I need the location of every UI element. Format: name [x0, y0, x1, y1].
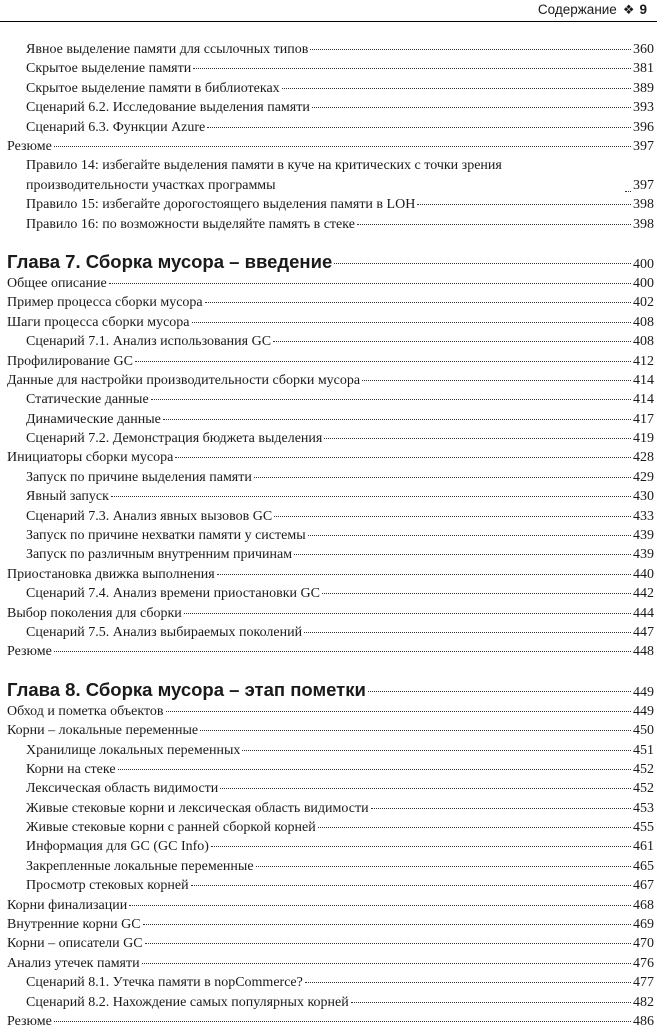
toc-entry[interactable] — [0, 195, 657, 214]
entry-title: Скрытое выделение памяти в библиотеках — [26, 80, 280, 96]
toc-entry[interactable] — [0, 156, 657, 195]
entry-page: 419 — [633, 431, 654, 447]
entry-title: Сценарий 7.5. Анализ выбираемых поколений — [26, 624, 303, 640]
entry-page: 389 — [633, 80, 654, 96]
toc-entry[interactable] — [0, 799, 657, 818]
entry-page: 397 — [633, 138, 654, 154]
leader-dots — [625, 191, 631, 192]
entry-page: 400 — [633, 275, 654, 291]
entry-page: 393 — [633, 100, 654, 116]
toc-entry[interactable] — [0, 352, 657, 371]
toc-entry[interactable] — [0, 584, 657, 603]
toc-section-chapter8 — [0, 702, 657, 1031]
leader-dots — [308, 535, 631, 536]
spacer — [0, 234, 657, 250]
entry-page: 451 — [633, 742, 654, 758]
entry-title: Хранилище локальных переменных — [26, 742, 241, 758]
leader-dots — [211, 846, 631, 847]
entry-title: Явное выделение памяти для ссылочных типов — [26, 42, 309, 57]
section-title: Содержание — [537, 2, 617, 17]
spacer — [0, 662, 657, 678]
toc-entry[interactable] — [0, 40, 657, 59]
chapter-title: Глава 7. Сборка мусора – введение — [7, 250, 333, 272]
running-header — [0, 0, 657, 22]
toc-entry[interactable] — [0, 623, 657, 642]
leader-dots — [193, 68, 631, 69]
entry-page: 469 — [633, 917, 654, 933]
leader-dots — [282, 88, 631, 89]
leader-dots — [305, 982, 631, 983]
leader-dots — [220, 788, 631, 789]
entry-page: 461 — [633, 839, 654, 855]
leader-dots — [166, 711, 632, 712]
entry-page: 453 — [633, 800, 654, 816]
entry-page: 428 — [633, 450, 654, 466]
leader-dots — [175, 457, 631, 458]
toc-entry[interactable] — [0, 1012, 657, 1031]
entry-page: 449 — [633, 703, 654, 719]
entry-title: Резюме — [7, 1014, 52, 1029]
entry-page: 408 — [633, 334, 654, 350]
fleuron-icon: ❖ — [622, 2, 635, 17]
leader-dots — [334, 263, 631, 264]
toc-entry[interactable] — [0, 526, 657, 545]
toc-chapter-8[interactable] — [0, 678, 657, 702]
entry-page: 444 — [633, 605, 654, 621]
leader-dots — [205, 302, 631, 303]
leader-dots — [217, 574, 631, 575]
entry-title: Сценарий 7.2. Демонстрация бюджета выделения — [26, 431, 323, 447]
entry-page: 398 — [633, 197, 654, 213]
toc-entry[interactable] — [0, 98, 657, 117]
toc-entry[interactable] — [0, 118, 657, 137]
toc-entry[interactable] — [0, 857, 657, 876]
toc-entry[interactable] — [0, 79, 657, 98]
entry-page: 381 — [633, 61, 654, 77]
leader-dots — [143, 924, 631, 925]
table-of-contents — [0, 40, 657, 1031]
leader-dots — [417, 204, 631, 205]
entry-page: 486 — [633, 1014, 654, 1029]
entry-title: Запуск по причине нехватки памяти у системы — [26, 528, 306, 544]
toc-section-chapter7 — [0, 274, 657, 662]
entry-page: 476 — [633, 955, 654, 971]
entry-page: 465 — [633, 858, 654, 874]
entry-page: 414 — [633, 372, 654, 388]
toc-entry[interactable] — [0, 954, 657, 973]
entry-title: Сценарий 8.2. Нахождение самых популярных корней — [26, 994, 349, 1010]
toc-entry[interactable] — [0, 215, 657, 234]
leader-dots — [322, 593, 631, 594]
entry-title: Сценарий 7.3. Анализ явных вызовов GC — [26, 508, 273, 524]
toc-entry[interactable] — [0, 760, 657, 779]
toc-entry[interactable] — [0, 332, 657, 351]
entry-title: Закрепленные локальные переменные — [26, 858, 254, 874]
leader-dots — [118, 769, 631, 770]
leader-dots — [135, 361, 631, 362]
entry-page: 439 — [633, 547, 654, 563]
leader-dots — [242, 750, 631, 751]
toc-entry[interactable] — [0, 565, 657, 584]
toc-entry[interactable] — [0, 487, 657, 506]
entry-title: Сценарий 7.1. Анализ использования GC — [26, 334, 272, 350]
entry-page: 440 — [633, 566, 654, 582]
entry-title: Корни на стеке — [26, 761, 116, 777]
toc-entry[interactable] — [0, 604, 657, 623]
entry-page: 402 — [633, 295, 654, 311]
chapter-title: Глава 8. Сборка мусора – этап пометки — [7, 678, 366, 700]
entry-title: Динамические данные — [26, 411, 161, 427]
entry-page: 396 — [633, 119, 654, 135]
entry-page: 448 — [633, 644, 654, 660]
leader-dots — [207, 127, 631, 128]
entry-title: Сценарий 6.3. Функции Azure — [26, 119, 206, 135]
entry-page: 417 — [633, 411, 654, 427]
leader-dots — [145, 943, 631, 944]
toc-entry[interactable] — [0, 410, 657, 429]
header-rule — [0, 21, 657, 22]
entry-title: Корни – локальные переменные — [7, 723, 199, 739]
entry-page: 470 — [633, 936, 654, 952]
leader-dots — [200, 730, 631, 731]
entry-title: Приостановка движка выполнения — [7, 566, 215, 582]
toc-entry[interactable] — [0, 371, 657, 390]
entry-title: Данные для настройки производительности сборки мусора — [7, 372, 361, 388]
toc-entry[interactable] — [0, 274, 657, 293]
entry-title: Сценарий 7.4. Анализ времени приостановки GC — [26, 586, 320, 602]
leader-dots — [142, 963, 631, 964]
leader-dots — [294, 554, 631, 555]
entry-page: 452 — [633, 781, 654, 797]
entry-page: 467 — [633, 878, 654, 894]
toc-entry[interactable] — [0, 59, 657, 78]
entry-title: Внутренние корни GC — [7, 917, 141, 933]
entry-page: 455 — [633, 820, 654, 836]
entry-title: Живые стековые корни с ранней сборкой корней — [26, 820, 316, 836]
entry-title: Живые стековые корни и лексическая область видимости — [26, 800, 369, 816]
entry-page: 430 — [633, 489, 654, 505]
leader-dots — [362, 380, 631, 381]
leader-dots — [351, 1002, 631, 1003]
page-number: 9 — [639, 2, 647, 17]
leader-dots — [256, 866, 631, 867]
entry-title: Инициаторы сборки мусора — [7, 450, 174, 466]
leader-dots — [304, 632, 631, 633]
leader-dots — [109, 283, 631, 284]
entry-page: 360 — [633, 42, 654, 57]
entry-page: 397 — [633, 177, 654, 193]
entry-page: 450 — [633, 723, 654, 739]
toc-chapter-7[interactable] — [0, 250, 657, 274]
entry-title: Общее описание — [7, 275, 107, 291]
leader-dots — [371, 808, 631, 809]
entry-title: Явный запуск — [26, 489, 109, 505]
toc-entry[interactable] — [0, 837, 657, 856]
toc-entry[interactable] — [0, 779, 657, 798]
toc-entry[interactable] — [0, 313, 657, 332]
entry-title: Пример процесса сборки мусора — [7, 295, 203, 311]
entry-page: 429 — [633, 469, 654, 485]
entry-title: Запуск по различным внутренним причинам — [26, 547, 293, 563]
toc-entry[interactable] — [0, 993, 657, 1012]
toc-entry[interactable] — [0, 293, 657, 312]
entry-title: Правило 14: избегайте выделения памяти в куче на критических с точки зрения производительности участках программы — [26, 158, 502, 193]
toc-section-chapter6-tail — [0, 40, 657, 234]
toc-entry[interactable] — [0, 818, 657, 837]
entry-title: Шаги процесса сборки мусора — [7, 314, 190, 330]
toc-entry[interactable] — [0, 721, 657, 740]
entry-page: 433 — [633, 508, 654, 524]
leader-dots — [273, 341, 631, 342]
entry-page: 414 — [633, 392, 654, 408]
toc-entry[interactable] — [0, 642, 657, 661]
leader-dots — [274, 516, 631, 517]
entry-title: Скрытое выделение памяти — [26, 61, 192, 77]
entry-title: Просмотр стековых корней — [26, 878, 189, 894]
entry-title: Информация для GC (GC Info) — [26, 839, 209, 855]
leader-dots — [54, 651, 631, 652]
entry-page: 468 — [633, 897, 654, 913]
leader-dots — [54, 1021, 631, 1022]
leader-dots — [151, 399, 631, 400]
toc-entry[interactable] — [0, 896, 657, 915]
entry-title: Анализ утечек памяти — [7, 955, 140, 971]
toc-entry[interactable] — [0, 934, 657, 953]
leader-dots — [129, 905, 631, 906]
entry-page: 447 — [633, 624, 654, 640]
entry-title: Запуск по причине выделения памяти — [26, 469, 252, 485]
chapter-page: 449 — [633, 684, 654, 700]
toc-entry[interactable] — [0, 973, 657, 992]
toc-entry[interactable] — [0, 468, 657, 487]
entry-page: 398 — [633, 216, 654, 232]
leader-dots — [184, 613, 631, 614]
leader-dots — [310, 49, 631, 50]
entry-title: Правило 15: избегайте дорогостоящего выделения памяти в LOH — [26, 197, 416, 213]
toc-entry[interactable] — [0, 390, 657, 409]
entry-page: 452 — [633, 761, 654, 777]
entry-title: Корни – описатели GC — [7, 936, 143, 952]
toc-entry[interactable] — [0, 876, 657, 895]
entry-page: 482 — [633, 994, 654, 1010]
leader-dots — [324, 438, 631, 439]
toc-entry[interactable] — [0, 507, 657, 526]
toc-entry[interactable] — [0, 741, 657, 760]
entry-title: Выбор поколения для сборки — [7, 605, 182, 621]
entry-page: 442 — [633, 586, 654, 602]
entry-page: 439 — [633, 528, 654, 544]
entry-page: 477 — [633, 975, 654, 991]
entry-title: Статические данные — [26, 392, 149, 408]
toc-entry[interactable] — [0, 429, 657, 448]
running-header-text — [538, 1, 647, 19]
leader-dots — [254, 477, 631, 478]
entry-page: 408 — [633, 314, 654, 330]
leader-dots — [192, 322, 631, 323]
entry-title: Резюме — [7, 644, 52, 660]
leader-dots — [163, 419, 631, 420]
toc-entry[interactable] — [0, 545, 657, 564]
entry-title: Сценарий 6.2. Исследование выделения памяти — [26, 100, 310, 116]
toc-entry[interactable] — [0, 702, 657, 721]
leader-dots — [111, 496, 631, 497]
leader-dots — [368, 691, 631, 692]
toc-entry[interactable] — [0, 915, 657, 934]
entry-title: Корни финализации — [7, 897, 128, 913]
chapter-page: 400 — [633, 256, 654, 272]
leader-dots — [191, 885, 631, 886]
entry-title: Обход и пометка объектов — [7, 703, 164, 719]
leader-dots — [312, 107, 631, 108]
entry-title: Лексическая область видимости — [26, 781, 219, 797]
entry-page: 412 — [633, 353, 654, 369]
leader-dots — [357, 224, 631, 225]
toc-entry[interactable] — [0, 448, 657, 467]
entry-title: Профилирование GC — [7, 353, 133, 369]
leader-dots — [318, 827, 631, 828]
leader-dots — [54, 146, 631, 147]
entry-title: Сценарий 8.1. Утечка памяти в nopCommerce? — [26, 975, 303, 991]
toc-entry[interactable] — [0, 137, 657, 156]
entry-title: Резюме — [7, 138, 52, 154]
entry-title: Правило 16: по возможности выделяйте память в стеке — [26, 216, 355, 232]
